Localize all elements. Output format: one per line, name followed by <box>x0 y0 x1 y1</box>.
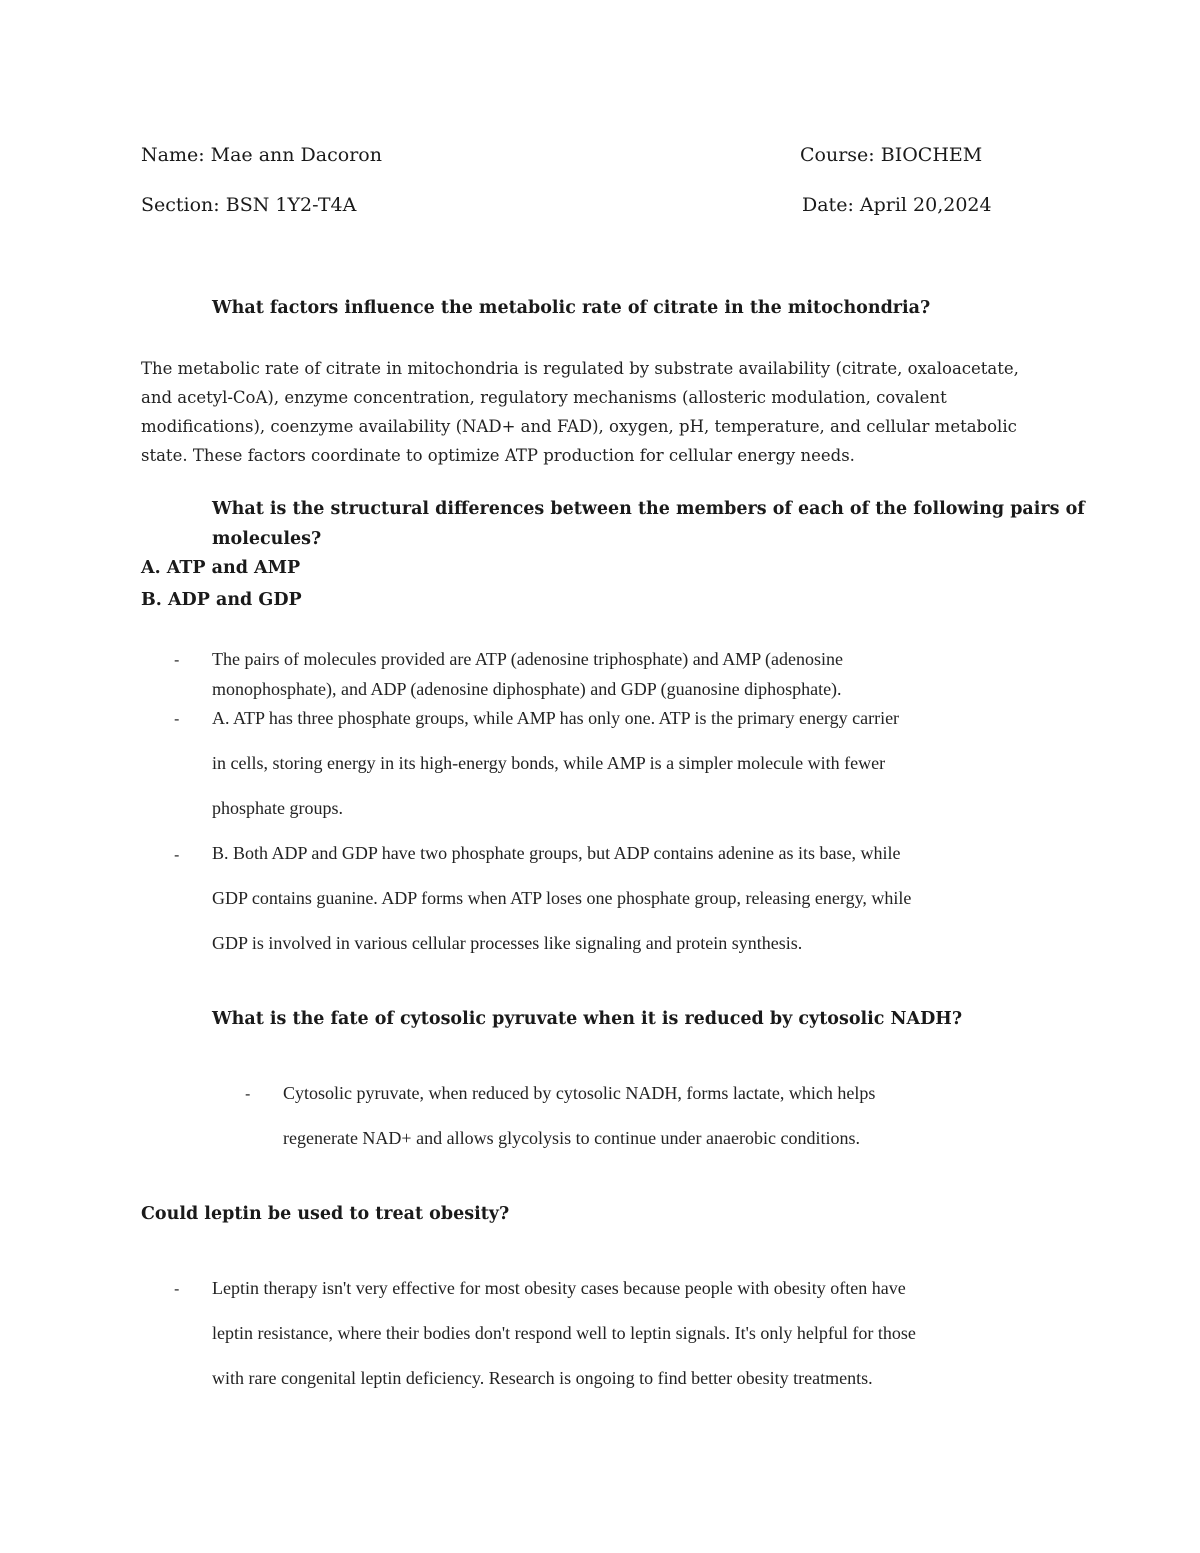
course-label: Course: BIOCHEM <box>800 144 983 166</box>
bullet-dash: - <box>174 845 180 864</box>
answer-3-line-1: Cytosolic pyruvate, when reduced by cytosolic NADH, forms lactate, which helps <box>283 1083 876 1103</box>
student-name: Name: Mae ann Dacoron <box>141 144 382 166</box>
bullet-dash: - <box>174 709 180 728</box>
pair-item-a: A. ATP and AMP <box>141 558 301 578</box>
bullet-2-line-2: in cells, storing energy in its high-energy bonds, while AMP is a simpler molecule with fewer <box>212 753 886 773</box>
answer-line: modifications), coenzyme availability (NAD+ and FAD), oxygen, pH, temperature, and cellular metabolic <box>141 417 1017 436</box>
answer-line: state. These factors coordinate to optimize ATP production for cellular energy needs. <box>141 446 855 465</box>
bullet-1-line-2: monophosphate), and ADP (adenosine diphosphate) and GDP (guanosine diphosphate). <box>212 679 842 699</box>
bullet-1-line-1: The pairs of molecules provided are ATP (adenosine triphosphate) and AMP (adenosine <box>212 649 844 669</box>
pair-item-b: B. ADP and GDP <box>141 590 302 610</box>
bullet-dash: - <box>174 1279 180 1298</box>
bullet-2-line-3: phosphate groups. <box>212 798 343 818</box>
answer-4-line-3: with rare congenital leptin deficiency. Research is ongoing to find better obesity treatments. <box>212 1368 873 1388</box>
bullet-3-line-2: GDP contains guanine. ADP forms when ATP loses one phosphate group, releasing energy, while <box>212 888 912 908</box>
answer-line: and acetyl-CoA), enzyme concentration, regulatory mechanisms (allosteric modulation, covalent <box>141 388 947 407</box>
date-label: Date: April 20,2024 <box>802 194 992 216</box>
question-3-heading: What is the fate of cytosolic pyruvate when it is reduced by cytosolic NADH? <box>212 1009 963 1029</box>
bullet-dash: - <box>245 1084 251 1103</box>
section-label: Section: BSN 1Y2-T4A <box>141 194 357 216</box>
answer-line: The metabolic rate of citrate in mitochondria is regulated by substrate availability (citrate, oxaloacetate, <box>141 359 1019 378</box>
answer-4-line-1: Leptin therapy isn't very effective for most obesity cases because people with obesity often have <box>212 1278 906 1298</box>
question-2-heading-line-2: molecules? <box>212 529 322 549</box>
question-4-heading: Could leptin be used to treat obesity? <box>141 1204 510 1224</box>
answer-4-line-2: leptin resistance, where their bodies don't respond well to leptin signals. It's only helpful for those <box>212 1323 916 1343</box>
bullet-3-line-1: B. Both ADP and GDP have two phosphate groups, but ADP contains adenine as its base, while <box>212 843 901 863</box>
bullet-2-line-1: A. ATP has three phosphate groups, while AMP has only one. ATP is the primary energy carrier <box>212 708 900 728</box>
answer-3-line-2: regenerate NAD+ and allows glycolysis to continue under anaerobic conditions. <box>283 1128 860 1148</box>
question-1-heading: What factors influence the metabolic rate of citrate in the mitochondria? <box>212 298 931 318</box>
question-1-answer <box>141 354 1076 470</box>
bullet-3-line-3: GDP is involved in various cellular processes like signaling and protein synthesis. <box>212 933 803 953</box>
bullet-dash: - <box>174 650 180 669</box>
question-2-heading-line-1: What is the structural differences between the members of each of the following pairs of <box>212 499 1085 519</box>
